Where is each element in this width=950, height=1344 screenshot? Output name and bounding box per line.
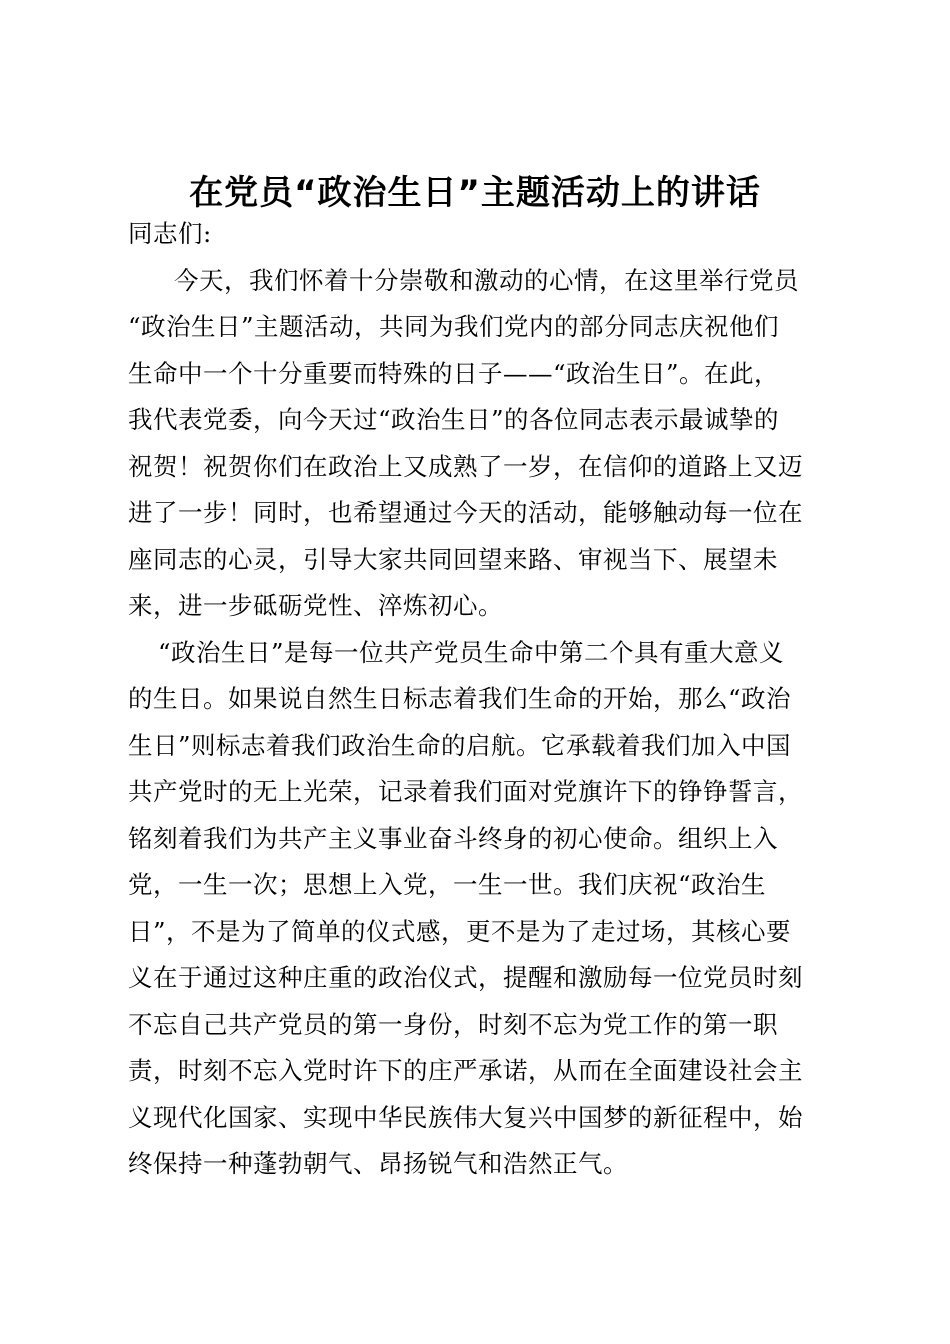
paragraph-line: 的生日。如果说自然生日标志着我们生命的开始，那么“政治 xyxy=(128,684,792,713)
paragraph-line: 我代表党委，向今天过“政治生日”的各位同志表示最诚挚的 xyxy=(128,405,780,434)
paragraph-line: 祝贺！祝贺你们在政治上又成熟了一岁，在信仰的道路上又迈 xyxy=(128,451,803,481)
speech-body xyxy=(128,211,838,1188)
paragraph-line: 生命中一个十分重要而特殊的日子——“政治生日”。在此， xyxy=(128,358,780,388)
paragraph-line: 生日”则标志着我们政治生命的启航。它承载着我们加入中国 xyxy=(128,730,792,760)
salutation: 同志们: xyxy=(128,219,212,248)
paragraph-line: 进了一步！同时，也希望通过今天的活动，能够触动每一位在 xyxy=(128,498,803,527)
paragraph-line: 共产党时的无上光荣，记录着我们面对党旗许下的铮铮誓言， xyxy=(128,777,803,806)
paragraph-line: 来，进一步砥砺党性、淬炼初心。 xyxy=(128,591,503,620)
paragraph-line: 终保持一种蓬勃朝气、昂扬锐气和浩然正气。 xyxy=(128,1149,628,1178)
paragraph-line: 不忘自己共产党员的第一身份，时刻不忘为党工作的第一职 xyxy=(128,1009,778,1039)
paragraph-line: 义现代化国家、实现中华民族伟大复兴中国梦的新征程中，始 xyxy=(128,1102,803,1132)
paragraph-line: 义在于通过这种庄重的政治仪式，提醒和激励每一位党员时刻 xyxy=(128,963,803,992)
paragraph-line: “政治生日”是每一位共产党员生命中第二个具有重大意义 xyxy=(158,637,785,667)
paragraph-line: 铭刻着我们为共产主义事业奋斗终身的初心使命。组织上入 xyxy=(128,823,778,853)
paragraph-line: 党，一生一次；思想上入党，一生一世。我们庆祝“政治生 xyxy=(128,870,767,899)
paragraph-2 xyxy=(128,630,838,1188)
paragraph-line: 日”，不是为了简单的仪式感，更不是为了走过场，其核心要 xyxy=(128,916,792,946)
page-title: 在党员“政治生日”主题活动上的讲话 xyxy=(189,173,761,213)
paragraph-line: 责，时刻不忘入党时许下的庄严承诺，从而在全面建设社会主 xyxy=(128,1056,803,1085)
paragraph-line: “政治生日”主题活动，共同为我们党内的部分同志庆祝他们 xyxy=(128,312,780,341)
paragraph-1 xyxy=(128,258,838,630)
paragraph-line: 座同志的心灵，引导大家共同回望来路、审视当下、展望未 xyxy=(128,544,778,574)
paragraph-line: 今天，我们怀着十分崇敬和激动的心情，在这里举行党员 xyxy=(174,265,799,295)
